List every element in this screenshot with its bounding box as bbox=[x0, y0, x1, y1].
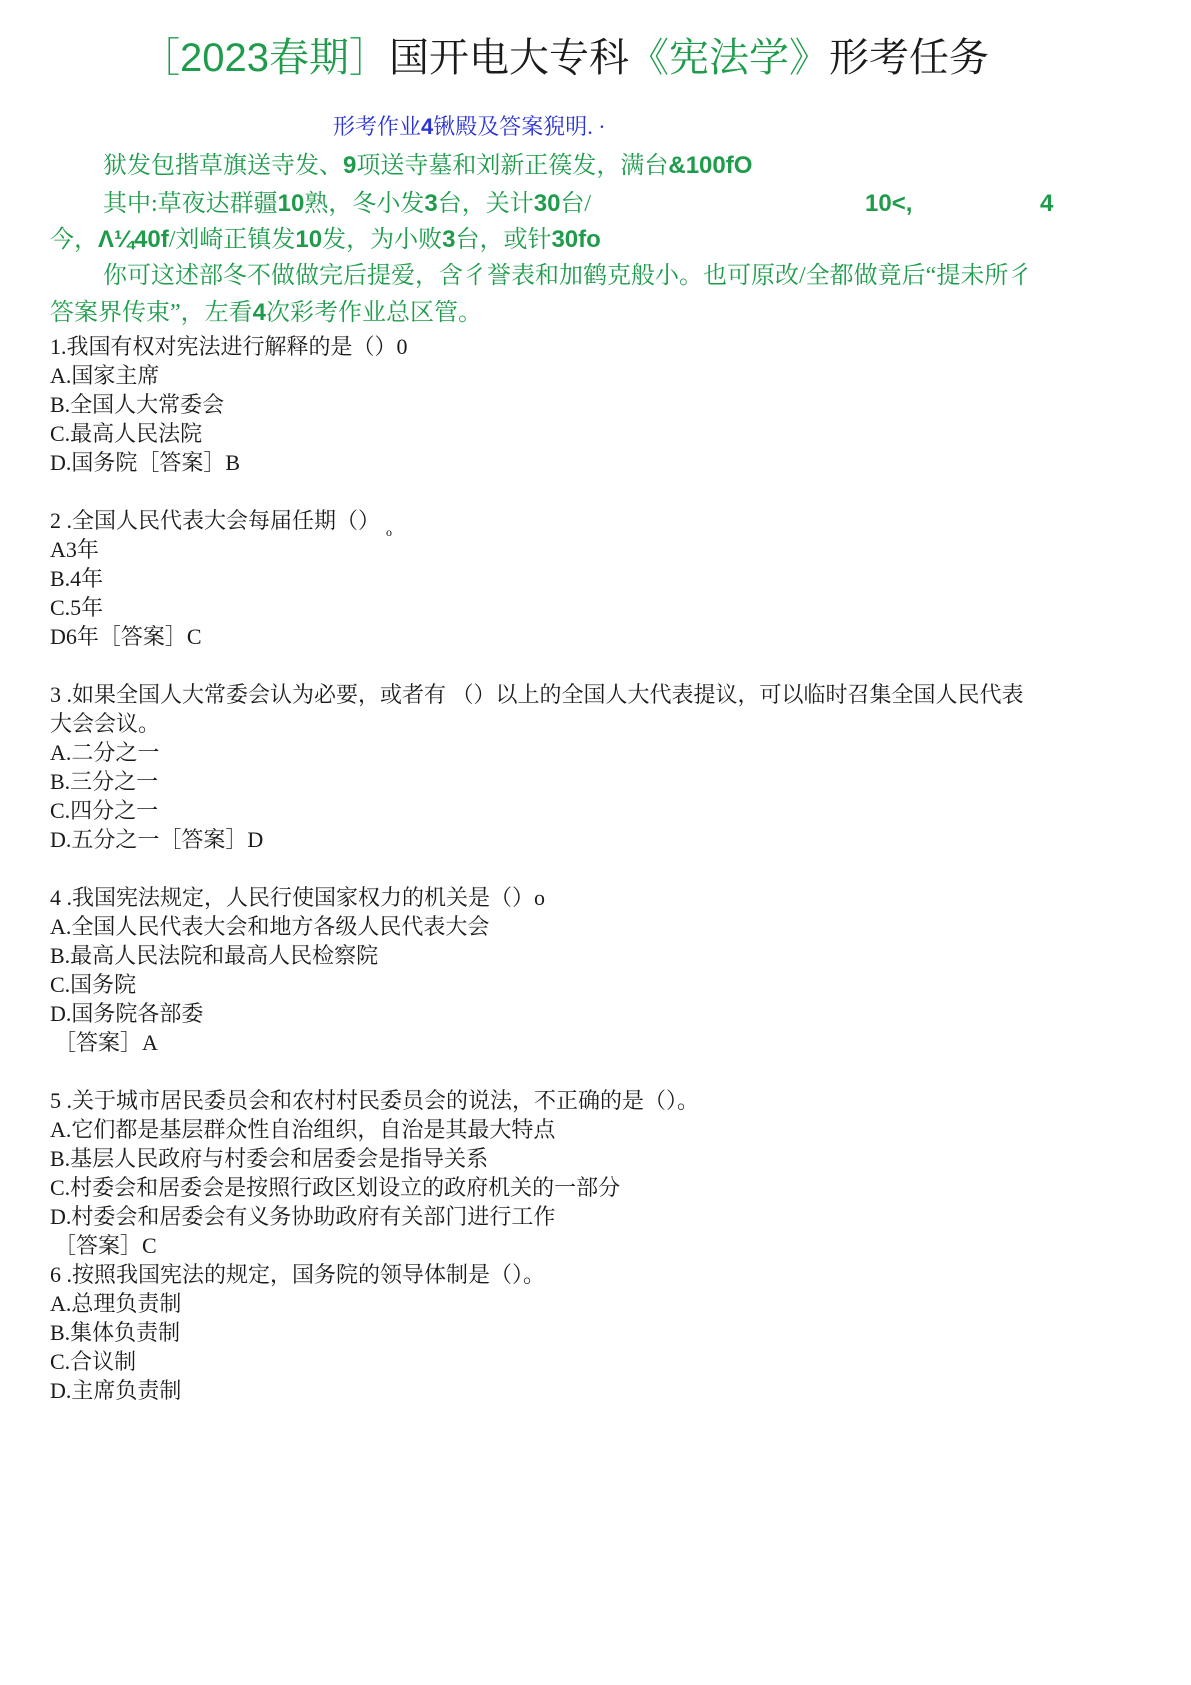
option-a: A.它们都是基层群众性自治组织，自治是其最大特点 bbox=[50, 1117, 556, 1142]
title-task: 形考任务 bbox=[828, 36, 989, 80]
option-c: C.合议制 bbox=[50, 1349, 137, 1374]
option-b: B.基层人民政府与村委会和居委会是指导关系 bbox=[50, 1146, 489, 1171]
intro-line-2-fragment-b: 4 bbox=[1040, 190, 1054, 217]
option-a: A.国家主席 bbox=[50, 363, 160, 388]
option-a: A3年 bbox=[50, 537, 99, 562]
intro-line-2: 其中:草夜达群疆10熟，冬小发3台，关计30台/ bbox=[103, 190, 592, 217]
intro-line-1: 狱发包揩草旗送寺发、9项送寺墓和刘新正篌发，满台&100fO bbox=[103, 152, 753, 179]
option-b: B.全国人大常委会 bbox=[50, 392, 225, 417]
numeric-run: 4 bbox=[252, 299, 267, 326]
option-c: C.村委会和居委会是按照行政区划设立的政府机关的一部分 bbox=[50, 1175, 621, 1200]
numeric-run: 30fo bbox=[551, 226, 601, 253]
intro-line-3: 今，Λ¼40f/刘崎正镇发10发，为小败3台，或针30fo bbox=[50, 226, 601, 253]
question-stem: 4 .我国宪法规定，人民行使国家权力的机关是（）o bbox=[50, 885, 546, 910]
question-2 bbox=[50, 506, 1024, 651]
numeric-run: 9 bbox=[343, 152, 357, 179]
question-4 bbox=[50, 883, 1024, 1057]
option-c: C.四分之一 bbox=[50, 798, 159, 823]
question-1 bbox=[50, 332, 1024, 477]
intro-line-4: 你可这述部冬不做做完后提爱，含彳誉表和加鹤克般小。也可原改/全都做竟后“提未所彳 bbox=[103, 263, 1033, 289]
title-course: 《宪法学》 bbox=[628, 36, 829, 80]
option-a: A.二分之一 bbox=[50, 740, 160, 765]
option-a: A.总理负责制 bbox=[50, 1291, 182, 1316]
option-b: B.三分之一 bbox=[50, 769, 159, 794]
option-d: D6年［答案］C bbox=[50, 624, 202, 649]
subtitle: 形考作业4锹殿及答案猊明. · bbox=[333, 114, 606, 139]
numeric-run: 30 bbox=[533, 190, 561, 217]
question-stem: 2 .全国人民代表大会每届任期（） bbox=[50, 508, 381, 533]
intro-line-2-fragment-a: 10<, bbox=[865, 190, 913, 217]
answer-line: ［答案］C bbox=[54, 1233, 157, 1258]
option-b: B.集体负责制 bbox=[50, 1320, 181, 1345]
option-b: B.4年 bbox=[50, 566, 104, 591]
option-c: C.国务院 bbox=[50, 972, 137, 997]
title-school: 国开电大专科 bbox=[388, 36, 629, 80]
option-d: D.五分之一［答案］D bbox=[50, 827, 264, 852]
option-c: C.5年 bbox=[50, 595, 104, 620]
numeric-run: &100fO bbox=[668, 152, 753, 179]
numeric-run: Λ¼40f bbox=[98, 226, 169, 253]
option-a: A.全国人民代表大会和地方各级人民代表大会 bbox=[50, 914, 490, 939]
title-term: ［2023春期］ bbox=[140, 36, 389, 80]
question-list bbox=[50, 332, 1024, 1405]
question-stem: 6 .按照我国宪法的规定，国务院的领导体制是（）。 bbox=[50, 1262, 546, 1287]
question-stem-continued: 大会会议。 bbox=[50, 711, 161, 736]
question-stem: 1.我国有权对宪法进行解释的是（）0 bbox=[50, 334, 408, 359]
question-stem: 3 .如果全国人大常委会认为必要，或者有 （）以上的全国人大代表提议，可以临时召集全国人民代表 bbox=[50, 682, 1024, 707]
question-3 bbox=[50, 680, 1024, 854]
question-5 bbox=[50, 1086, 1024, 1260]
option-d: D.国务院［答案］B bbox=[50, 450, 241, 475]
numeric-run: 4 bbox=[421, 114, 434, 139]
answer-line: ［答案］A bbox=[54, 1030, 158, 1055]
numeric-run: 10 bbox=[295, 226, 323, 253]
question-stem-row bbox=[50, 506, 1024, 539]
option-d: D.国务院各部委 bbox=[50, 1001, 204, 1026]
intro-line-5: 答案界传束”，左看4次彩考作业总区管。 bbox=[50, 299, 483, 326]
stem-mark: o bbox=[386, 525, 393, 539]
option-d: D.主席负责制 bbox=[50, 1378, 182, 1403]
option-b: B.最高人民法院和最高人民检察院 bbox=[50, 943, 379, 968]
question-stem: 5 .关于城市居民委员会和农村村民委员会的说法，不正确的是（）。 bbox=[50, 1088, 700, 1113]
numeric-run: 3 bbox=[442, 226, 456, 253]
page-title bbox=[140, 34, 989, 82]
numeric-run: 3 bbox=[424, 190, 438, 217]
question-6 bbox=[50, 1260, 1024, 1405]
option-c: C.最高人民法院 bbox=[50, 421, 203, 446]
option-d: D.村委会和居委会有义务协助政府有关部门进行工作 bbox=[50, 1204, 556, 1229]
numeric-run: 10 bbox=[277, 190, 305, 217]
